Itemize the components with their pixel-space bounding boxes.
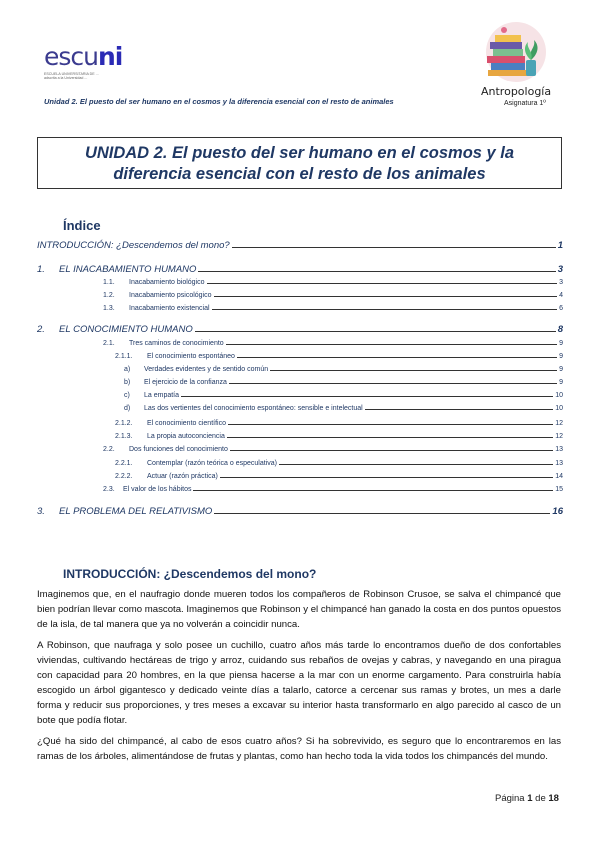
toc-entry[interactable]: 1.1. Inacabamiento biológico 3 xyxy=(103,279,563,286)
logo-subtitle: ESCUELA UNIVERSITARIA DE ... adscrita a la Universidad ... xyxy=(44,72,99,81)
toc-entry[interactable]: 1.3. Inacabamiento existencial 6 xyxy=(103,305,563,312)
paragraph: A Robinson, que naufraga y solo posee un cuchillo, cuatro años más tarde lo encontramos dueño de dos confortables viviendas, cultivando hectáreas de trigo y arroz, cuidando sus rebaños de ovejas y cabras, y navegando en una piragua con capacidad para 20 hombres, en la que piensa hacerse a la mar con un enorme cargamento. Para construirla había escogido un árbol gigantesco y dedicado veinte días a talarlo, catorce a cercenar sus ramas y brotes, un mes a darle forma y reducir sus proporciones, y tres meses a excavar su interior hasta transformarlo en algo parecido al casco de un bote que podía flotar. xyxy=(37,640,561,726)
toc-entry[interactable]: 2.2.1. Contemplar (razón teórica o especulativa) 13 xyxy=(115,460,563,467)
index-heading: Índice xyxy=(63,218,101,233)
unit-title: UNIDAD 2. El puesto del ser humano en el cosmos y la diferencia esencial con el resto de los animales xyxy=(84,144,515,183)
page-header xyxy=(0,0,599,120)
paragraph: Imaginemos que, en el naufragio donde mueren todos los compañeros de Robinson Crusoe, se salva el chimpancé que bien podrían llevar como mascota. Imaginemos que Robinson y el chimpancé han ganado la costa en dos puntos opuestos de la isla, de tal manera que ya no volverán a coincidir nunca. xyxy=(37,589,561,630)
toc-entry[interactable]: 2.3. El valor de los hábitos 15 xyxy=(103,486,563,493)
toc-entry[interactable]: INTRODUCCIÓN: ¿Descendemos del mono? 1 xyxy=(37,240,563,251)
toc-entry[interactable]: 2.2. Dos funciones del conocimiento 13 xyxy=(103,446,563,453)
toc-entry[interactable]: 2.1.2. El conocimiento científico 12 xyxy=(115,420,563,427)
toc-entry[interactable]: b) El ejercicio de la confianza 9 xyxy=(124,379,563,386)
toc-entry[interactable]: 2.2.2. Actuar (razón práctica) 14 xyxy=(115,473,563,480)
subject-name: Antropología xyxy=(481,85,552,98)
toc-entry[interactable]: 2. EL CONOCIMIENTO HUMANO 8 xyxy=(37,324,563,335)
unit-title-box xyxy=(37,137,562,189)
toc-entry[interactable]: a) Verdades evidentes y de sentido común 9 xyxy=(124,366,563,373)
escuni-logo: escuni ESCUELA UNIVERSITARIA DE ... adscrita a la Universidad ... xyxy=(44,44,134,80)
page-number: Página 1 de 18 xyxy=(495,793,559,804)
toc-entry[interactable]: 3. EL PROBLEMA DEL RELATIVISMO 16 xyxy=(37,506,563,517)
toc-entry[interactable]: 1. EL INACABAMIENTO HUMANO 3 xyxy=(37,264,563,275)
toc-entry[interactable]: 2.1.3. La propia autoconciencia 12 xyxy=(115,433,563,440)
paragraph: ¿Qué ha sido del chimpancé, al cabo de esos cuatro años? Si ha sobrevivido, es seguro que lo encontraremos en las ramas de los árboles, alimentándose de frutas y plantas, como han hecho toda la vida todos los chimpancés del mundo. xyxy=(37,736,561,762)
toc-entry[interactable]: c) La empatía 10 xyxy=(124,392,563,399)
running-title: Unidad 2. El puesto del ser humano en el cosmos y la diferencia esencial con el resto de animales xyxy=(44,97,394,106)
subject-course: Asignatura 1º xyxy=(504,100,546,107)
toc-entry[interactable]: 1.2. Inacabamiento psicológico 4 xyxy=(103,292,563,299)
toc-entry[interactable]: 2.1.1. El conocimiento espontáneo 9 xyxy=(115,353,563,360)
section-heading: INTRODUCCIÓN: ¿Descendemos del mono? xyxy=(63,567,317,581)
books-illustration-icon xyxy=(478,16,554,86)
toc-entry[interactable]: d) Las dos vertientes del conocimiento espontáneo: sensible e intelectual 10 xyxy=(124,405,563,412)
toc-entry[interactable]: 2.1. Tres caminos de conocimiento 9 xyxy=(103,340,563,347)
